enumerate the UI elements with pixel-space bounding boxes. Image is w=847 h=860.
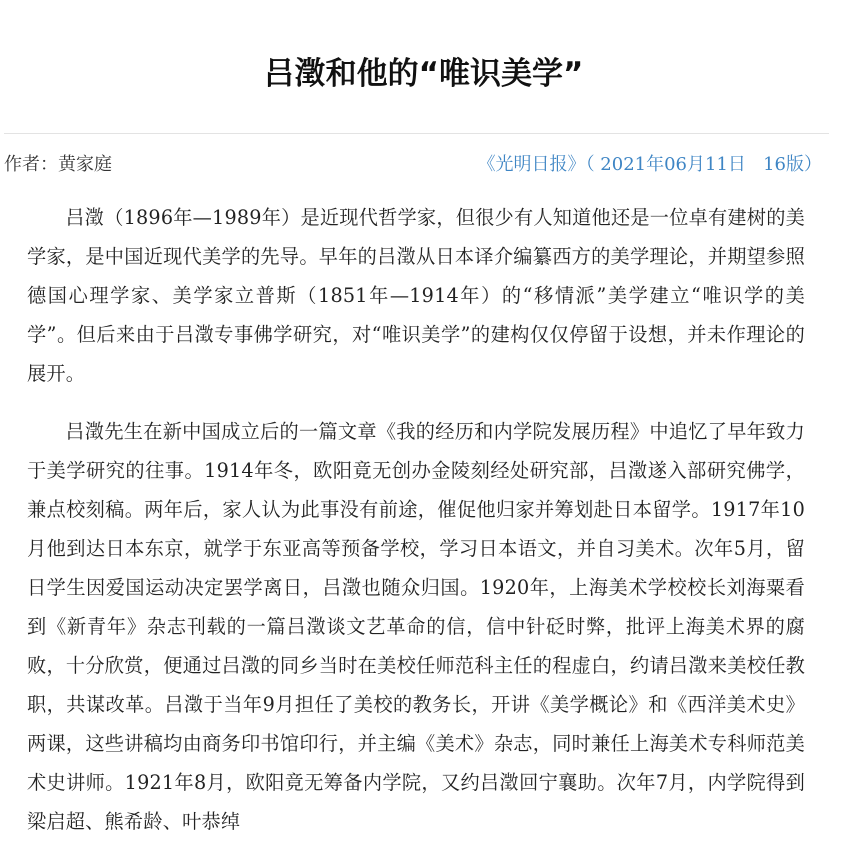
article-paragraph: 吕澂先生在新中国成立后的一篇文章《我的经历和内学院发展历程》中追忆了早年致力于美学研究的往事。1914年冬，欧阳竟无创办金陵刻经处研究部，吕澂遂入部研究佛学，兼点校刻稿。两年后，家人认为此事没有前途，催促他归家并筹划赴日本留学。1917年10月他到达日本东京，就学于东亚高等预备学校，学习日本语文，并自习美术。次年5月，留日学生因爱国运动决定罢学离日，吕澂也随众归国。1920年，上海美术学校校长刘海粟看到《新青年》杂志刊载的一篇吕澂谈文艺革命的信，信中针砭时弊，批评上海美术界的腐败，十分欣赏，便通过吕澂的同乡当时在美校任师范科主任的程虚白，约请吕澂来美校任教职，共谋改革。吕澂于当年9月担任了美校的教务长，开讲《美学概论》和《西洋美术史》两课，这些讲稿均由商务印书馆印行，并主编《美术》杂志，同时兼任上海美术专科师范美术史讲师。1921年8月，欧阳竟无筹备内学院，又约吕澂回宁襄助。次年7月，内学院得到梁启超、熊希龄、叶恭绰 [27,420,805,833]
article-paragraph: 吕澂（1896年—1989年）是近现代哲学家，但很少有人知道他还是一位卓有建树的美学家，是中国近现代美学的先导。早年的吕澂从日本译介编纂西方的美学理论，并期望参照德国心理学家、美学家立普斯（1851年—1914年）的“移情派”美学建立“唯识学的美学”。但后来由于吕澂专事佛学研究，对“唯识美学”的建构仅仅停留于设想，并未作理论的展开。 [27,206,805,385]
source-close-paren: ） [804,154,822,175]
source-spacer [746,154,763,175]
source-date: 2021年06月11日 [600,154,746,175]
author-name: 黄家庭 [58,154,112,175]
source-open-paren: （ [585,154,595,175]
source-link[interactable] [478,150,822,180]
article-body [27,198,805,860]
source-page: 16版 [763,154,804,175]
article-title: 吕澂和他的“唯识美学” [263,56,584,92]
source-newspaper: 《光明日报》 [477,154,586,175]
title-divider [4,133,829,134]
article-meta [4,150,822,180]
author-line [4,150,112,180]
author-label: 作者： [4,154,58,175]
